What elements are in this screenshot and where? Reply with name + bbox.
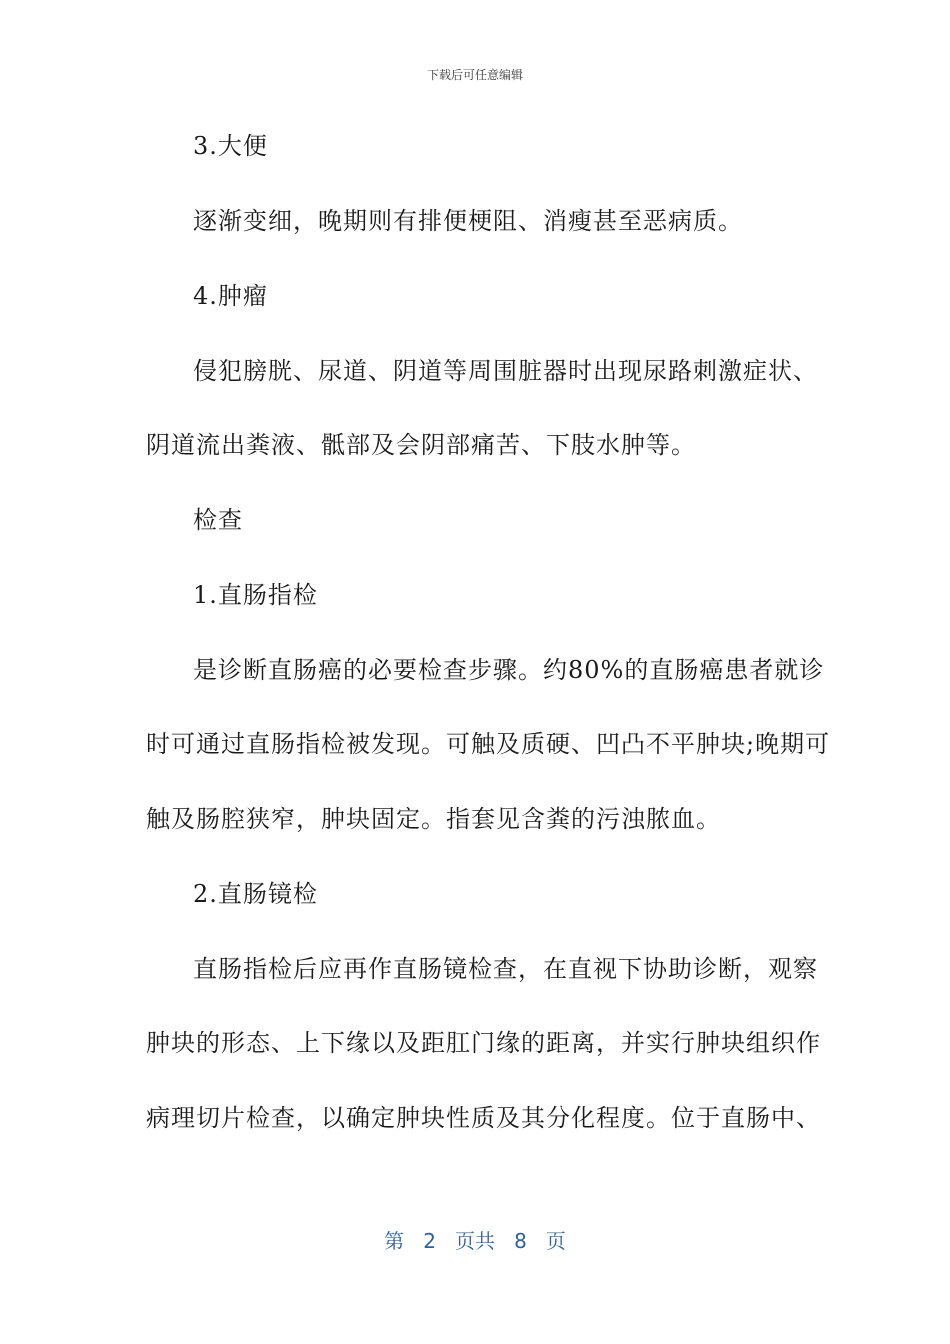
footer-current-page: 2 [423, 1229, 436, 1253]
footer-middle: 页共 [455, 1229, 495, 1253]
footer-suffix: 页 [545, 1229, 566, 1253]
paragraph-line: 病理切片检查，以确定肿块性质及其分化程度。位于直肠中、 [146, 1104, 821, 1132]
section-heading-examination: 检查 [193, 506, 243, 534]
section-heading-endoscopy: 2.直肠镜检 [193, 880, 318, 908]
section-heading-tumor: 4.肿瘤 [193, 282, 268, 310]
paragraph-line: 逐渐变细，晚期则有排便梗阻、消瘦甚至恶病质。 [193, 207, 743, 235]
paragraph-line: 直肠指检后应再作直肠镜检查，在直视下协助诊断，观察 [193, 955, 818, 983]
footer-total-pages: 8 [514, 1229, 527, 1253]
header-note: 下载后可任意编辑 [426, 68, 523, 82]
paragraph-line: 时可通过直肠指检被发现。可触及质硬、凹凸不平肿块;晚期可 [146, 730, 831, 758]
paragraph-line: 触及肠腔狭窄，肿块固定。指套见含粪的污浊脓血。 [146, 805, 721, 833]
paragraph-line: 侵犯膀胱、尿道、阴道等周围脏器时出现尿路刺激症状、 [193, 357, 818, 385]
paragraph-line: 阴道流出粪液、骶部及会阴部痛苦、下肢水肿等。 [146, 431, 696, 459]
footer-prefix: 第 [384, 1229, 405, 1253]
paragraph-line: 肿块的形态、上下缘以及距肛门缘的距离，并实行肿块组织作 [146, 1029, 821, 1057]
section-heading-stool: 3.大便 [193, 132, 268, 160]
paragraph-line: 是诊断直肠癌的必要检查步骤。约80%的直肠癌患者就诊 [193, 656, 825, 684]
page-footer [0, 1225, 950, 1254]
section-heading-digital-exam: 1.直肠指检 [193, 581, 318, 609]
